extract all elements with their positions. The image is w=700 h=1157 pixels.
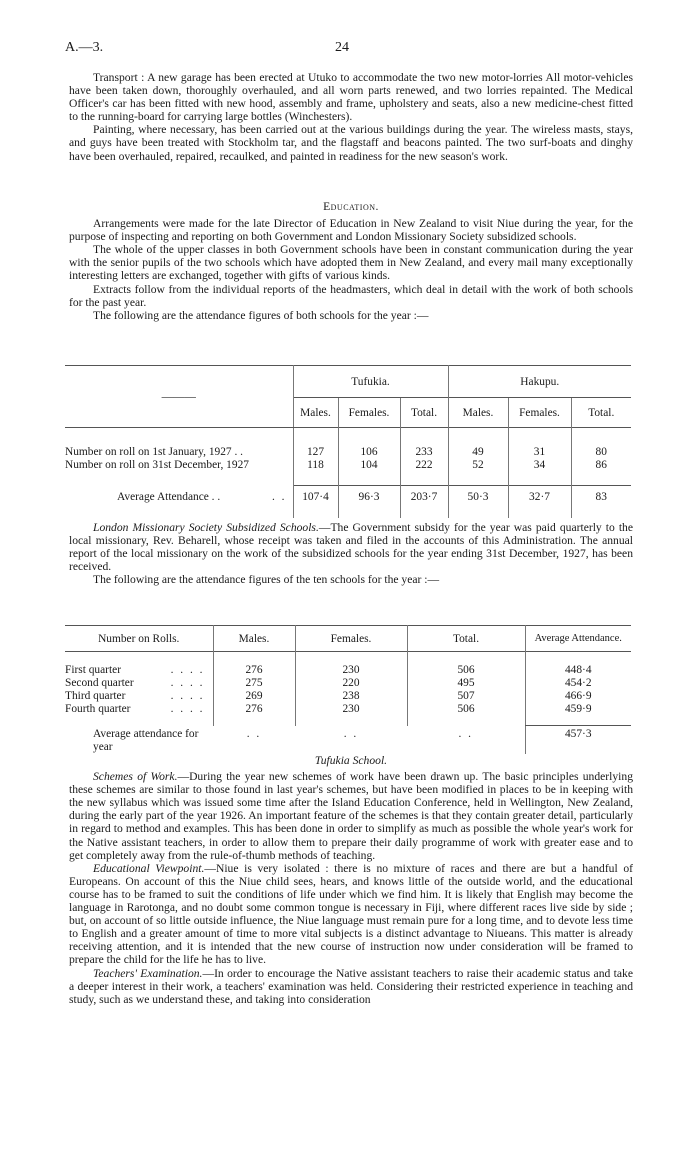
school-header-hakupu: Hakupu. <box>448 366 631 398</box>
leader-dots: . . <box>343 727 359 740</box>
education-section <box>69 200 633 322</box>
paragraph-lead: Schemes of Work. <box>93 770 178 784</box>
cell-value: 86 <box>571 459 631 472</box>
page-header <box>65 40 635 60</box>
column-header: Females. <box>338 398 400 428</box>
column-header: Total. <box>407 626 525 652</box>
column-header: Average Attendance. <box>525 626 631 652</box>
average-value: 457·3 <box>525 726 631 754</box>
cell-value: 80 <box>571 446 631 459</box>
table-row <box>65 677 631 690</box>
average-label: Average attendance for year <box>93 727 199 753</box>
table2-intro: The following are the attendance figures of the ten schools for the year :— <box>93 573 440 587</box>
paragraph-lead: Educational Viewpoint. <box>93 861 205 875</box>
paragraph-lead: Teachers' Examination. <box>93 966 203 980</box>
cell-value: 222 <box>400 459 448 472</box>
row-label: Number on roll on 1st January, 1927 . . <box>65 446 244 458</box>
cell-value: 507 <box>407 690 525 703</box>
cell-value: 34 <box>508 459 571 472</box>
average-value: 83 <box>571 486 631 508</box>
viewpoint-paragraph <box>69 862 633 967</box>
cell-value: 466·9 <box>525 690 631 703</box>
page-number: 24 <box>335 40 349 55</box>
column-header: Males. <box>213 626 295 652</box>
leader-dots: . . . . <box>170 690 205 702</box>
table-corner: ——— <box>65 366 293 428</box>
average-row <box>65 726 631 754</box>
paragraph-text: —Niue is very isolated : there is no mixture of races and there are but a handful of Europeans. On account of this the Niue child sees, hears, and knows little of the outside world, and the educational course has to be framed to suit the conditions of life under which we find him. It is likely that English may become the language in Rarotonga, and no doubt some common tongue is necessary in Fiji, where different races live side by side ; but, on account of so little outside influence, the Niue language must remain pure for a long time, and to devote less time to English and a greater amount of time to more vital subjects is a distinct advantage to Niueans. This matter is already receiving attention, and it is intended that the new course of instruction now under consideration will be framed to prepare the child for the life he has to live. <box>69 861 633 967</box>
lms-text: —The Government subsidy for the year was paid quarterly to the local missionary, Rev. Beharell, whose receipt was taken and filed in the accounts of this Administration. The annual report of the local missionary on the work of the subsidized schools for the year ending 31st December, 1927, has been received. <box>69 521 633 574</box>
education-heading: Education. <box>323 200 379 213</box>
cell-value: 459·9 <box>525 703 631 716</box>
cell-value: 276 <box>213 703 295 716</box>
leader-dots: . . . . <box>170 664 205 676</box>
cell-value: 506 <box>407 703 525 716</box>
education-paragraph: The following are the attendance figures of both schools for the year :— <box>93 308 429 322</box>
column-header: Total. <box>400 398 448 428</box>
column-header: Males. <box>293 398 338 428</box>
cell-value: 106 <box>338 446 400 459</box>
schemes-paragraph <box>69 770 633 862</box>
average-value: 32·7 <box>508 486 571 508</box>
cell-value: 127 <box>293 446 338 459</box>
column-header: Males. <box>448 398 508 428</box>
transport-section <box>69 71 633 163</box>
education-paragraph: Arrangements were made for the late Director of Education in New Zealand to visit Niue during the year, for the purpose of inspecting and reporting on both Government and London Missionary Society subsidized schools. <box>69 217 633 244</box>
cell-value: 454·2 <box>525 677 631 690</box>
leader-dots: . . . . <box>170 677 205 689</box>
average-value: 107·4 <box>293 486 338 508</box>
row-label: Second quarter <box>65 677 134 689</box>
lms-schools-attendance-table <box>65 625 631 754</box>
tufukia-heading: Tufukia School. <box>314 754 388 767</box>
row-label: Third quarter <box>65 690 126 702</box>
school-header-tufukia: Tufukia. <box>293 366 448 398</box>
average-value: 203·7 <box>400 486 448 508</box>
leader-dots: . . <box>246 727 262 740</box>
cell-value: 238 <box>295 690 407 703</box>
cell-value: 230 <box>295 703 407 716</box>
average-value: 96·3 <box>338 486 400 508</box>
cell-value: 52 <box>448 459 508 472</box>
education-paragraph: The whole of the upper classes in both Government schools have been in constant communication during the year with the senior pupils of the two schools which have adopted them in New Zealand, and every mail many exceptionally interesting letters are exchanged, together with gifts of various kinds. <box>69 243 633 283</box>
column-header: Females. <box>295 626 407 652</box>
painting-paragraph: Painting, where necessary, has been carried out at the various buildings during the year. The wireless masts, stays, and guys have been treated with Stockholm tar, and the flagstaff and beacons painted. The two surf-boats and dinghy have been overhauled, repaired, recaulked, and painted in readiness for the new season's work. <box>69 123 633 163</box>
table-row <box>65 703 631 716</box>
column-header: Number on Rolls. <box>98 632 180 645</box>
cell-value: 275 <box>213 677 295 690</box>
transport-paragraph: Transport : A new garage has been erected at Utuko to accommodate the two new motor-lorries All motor-vehicles have been taken down, thoroughly overhauled, and all worn parts renewed, and two lorries repainted. The Medical Officer's car has been fitted with new hood, assembly and frame, upholstery and seats, also a new medicine-chest fitted to the running-board for carrying large bottles (Winchesters). <box>69 71 633 124</box>
cell-value: 276 <box>213 664 295 677</box>
average-label: Average Attendance . . <box>117 490 221 503</box>
leader-dots: . . <box>271 490 287 503</box>
tufukia-section <box>69 754 633 1006</box>
table-row <box>65 690 631 703</box>
table-row <box>65 446 631 459</box>
row-label: Fourth quarter <box>65 703 131 715</box>
teachers-exam-paragraph <box>69 967 633 1006</box>
cell-value: 49 <box>448 446 508 459</box>
paragraph-text: —During the year new schemes of work have been drawn up. The basic principles underlying these schemes are similar to those found in last year's schemes, but have been modified in places to be in keeping with the new syllabus which was issued some time after the Island Education Conference, held in Wellington, New Zealand, during the early part of the year 1926. An important feature of the schemes is that they contain greater detail, particularly in regard to method and examples. This has been done in order to simplify as much as possible the whole year's work for the Native assistant teachers, in order to allow them to prepare their daily programme of work with greater ease and to get completely away from the rule-of-thumb methods of teaching. <box>69 770 633 862</box>
paragraph-text: —In order to encourage the Native assistant teachers to raise their academic status and take a deeper interest in their work, a teachers' examination was held. Considering their restricted experience in teaching and study, such as we understand these, and taking into consideration <box>69 966 633 1006</box>
cell-value: 230 <box>295 664 407 677</box>
table-row <box>65 664 631 677</box>
cell-value: 448·4 <box>525 664 631 677</box>
row-label: Number on roll on 31st December, 1927 <box>65 459 249 471</box>
column-header: Total. <box>571 398 631 428</box>
average-value: 50·3 <box>448 486 508 508</box>
lms-lead: London Missionary Society Subsidized Schools. <box>93 521 319 534</box>
lms-section <box>69 521 633 586</box>
government-schools-attendance-table <box>65 365 631 518</box>
cell-value: 31 <box>508 446 571 459</box>
column-header: Females. <box>508 398 571 428</box>
education-paragraph: Extracts follow from the individual reports of the headmasters, which deal in detail with the work of both schools for the past year. <box>69 282 633 309</box>
cell-value: 220 <box>295 677 407 690</box>
cell-value: 104 <box>338 459 400 472</box>
leader-dots: . . . . <box>170 703 205 715</box>
report-reference: A.—3. <box>65 40 104 55</box>
cell-value: 233 <box>400 446 448 459</box>
lms-paragraph <box>69 521 633 573</box>
row-label: First quarter <box>65 664 121 676</box>
table-row <box>65 459 631 472</box>
cell-value: 506 <box>407 664 525 677</box>
average-row <box>65 486 631 508</box>
cell-value: 269 <box>213 690 295 703</box>
leader-dots: . . <box>458 727 474 740</box>
cell-value: 118 <box>293 459 338 472</box>
cell-value: 495 <box>407 677 525 690</box>
